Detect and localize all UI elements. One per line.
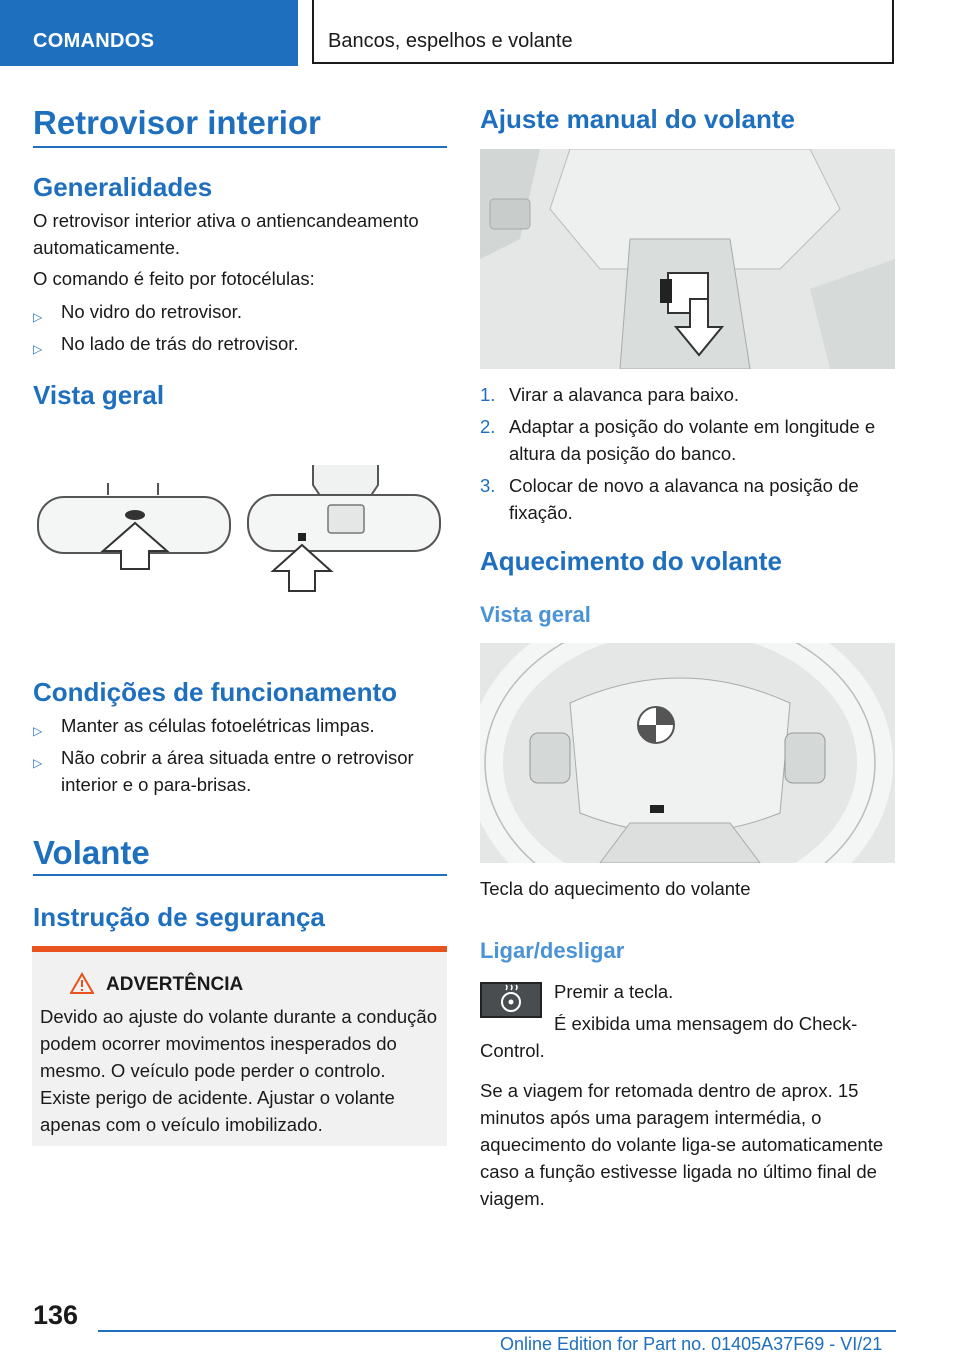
heating-paragraph: Se a viagem for retomada dentro de aprox. 15 minutos após uma paragem intermédia, o aquecimento do volante liga-se automaticamente caso a função estivesse ligada no último final de viagem. xyxy=(480,1080,884,1209)
bullet-text: Não cobrir a área situada entre o retrovisor interior e o para-brisas. xyxy=(61,747,414,795)
triangle-bullet-icon: ▷ xyxy=(33,342,43,356)
heating-overview-heading: Vista geral xyxy=(480,602,591,627)
bullet-text: Manter as células fotoelétricas limpas. xyxy=(61,715,375,736)
step-text: Virar a alavanca para baixo. xyxy=(509,384,740,405)
bullet-item xyxy=(33,712,447,739)
general-paragraph-2: O comando é feito por fotocélulas: xyxy=(33,268,315,289)
step-number: 2. xyxy=(480,416,496,437)
section-tab xyxy=(0,0,298,66)
triangle-bullet-icon: ▷ xyxy=(33,756,43,770)
manual-heading: Ajuste manual do volante xyxy=(480,104,795,134)
overview-heading: Vista geral xyxy=(33,380,165,410)
step-number: 3. xyxy=(480,475,496,496)
title-rule xyxy=(33,146,447,148)
page-title: Retrovisor interior xyxy=(33,104,321,141)
step-item xyxy=(480,413,895,467)
bullet-text: No vidro do retrovisor. xyxy=(61,301,242,322)
warning-text: Devido ao ajuste do volante durante a condução podem ocorrer movimentos inesperados do mesmo. O veículo pode perder o controlo. Existe perigo de acidente. Ajustar o volante apenas com o veículo imobilizado. xyxy=(40,1006,438,1135)
safety-heading: Instrução de segurança xyxy=(33,902,325,932)
step-item xyxy=(480,472,895,526)
page-number: 136 xyxy=(33,1300,79,1330)
edition-text: Online Edition for Part no. 01405A37F69 - VI/21 xyxy=(500,1334,883,1354)
step-text: Adaptar a posição do volante em longitude e altura da posição do banco. xyxy=(509,416,876,464)
figure-caption: Tecla do aquecimento do volante xyxy=(480,878,751,899)
general-heading: Generalidades xyxy=(33,172,213,202)
steering-lever-illustration xyxy=(480,149,895,369)
conditions-heading: Condições de funcionamento xyxy=(33,677,398,707)
onoff-heading: Ligar/desligar xyxy=(480,938,625,963)
check-control-message: É exibida uma mensagem do Check-Control. xyxy=(480,1013,858,1061)
step-item xyxy=(480,381,895,408)
triangle-bullet-icon: ▷ xyxy=(33,724,43,738)
warning-box xyxy=(32,946,447,1146)
wheel-title-rule xyxy=(33,874,447,876)
mirror-illustration xyxy=(33,455,447,605)
triangle-bullet-icon: ▷ xyxy=(33,310,43,324)
bullet-item xyxy=(33,744,447,798)
section-label: COMANDOS xyxy=(33,30,155,52)
steps-list xyxy=(480,381,895,526)
chapter-label: Bancos, espelhos e volante xyxy=(328,30,573,52)
chapter-tab xyxy=(312,0,894,64)
footer-rule xyxy=(98,1330,896,1332)
general-paragraph-1: O retrovisor interior ativa o antiencandeamento automaticamente. xyxy=(33,210,419,258)
press-instruction: Premir a tecla. xyxy=(554,981,674,1002)
warning-title: ADVERTÊNCIA xyxy=(106,974,244,995)
step-number: 1. xyxy=(480,384,496,405)
warning-triangle-icon xyxy=(70,972,94,994)
bullet-item xyxy=(33,330,443,357)
steering-wheel-illustration xyxy=(480,643,895,863)
bullet-item xyxy=(33,298,443,325)
bullet-text: No lado de trás do retrovisor. xyxy=(61,333,299,354)
wheel-title: Volante xyxy=(33,834,150,871)
heating-heading: Aquecimento do volante xyxy=(480,546,782,576)
step-text: Colocar de novo a alavanca na posição de fixação. xyxy=(509,475,859,523)
